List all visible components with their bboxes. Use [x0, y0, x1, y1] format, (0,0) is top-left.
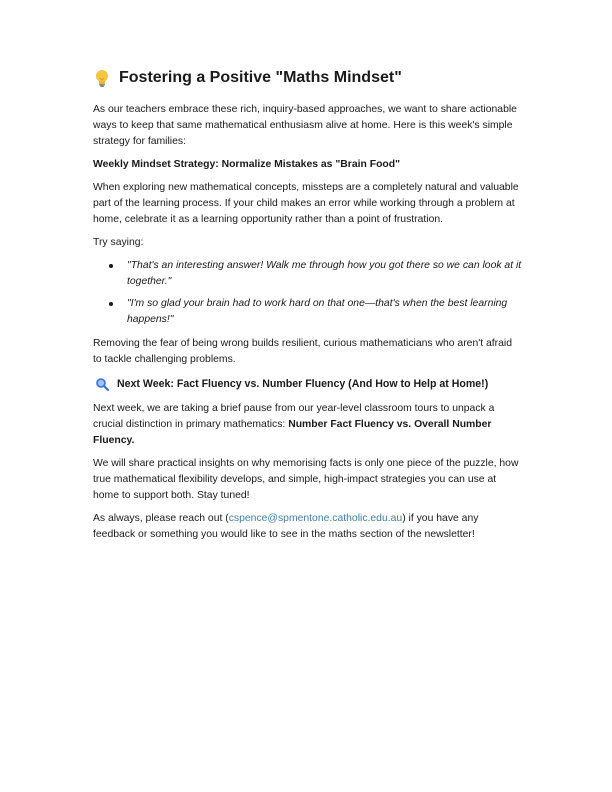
- contact-tail: ) if you have any feedback or something you would like to see in the maths section of the newsletter!: [93, 513, 479, 540]
- section-title: Fostering a Positive "Maths Mindset": [119, 69, 402, 86]
- quote-list: [93, 258, 523, 328]
- closing-strategy: Removing the fear of being wrong builds resilient, curious mathematicians who aren't afraid to tackle challenging problems.: [93, 338, 512, 365]
- magnifying-glass-icon: [93, 375, 111, 393]
- next-week-bold: Number Fact Fluency vs. Overall Number Fluency.: [93, 419, 492, 446]
- next-week-heading: [93, 375, 523, 393]
- try-saying-label: Try saying:: [93, 237, 144, 248]
- section-heading: [93, 66, 523, 90]
- next-week-title: Next Week: Fact Fluency vs. Number Fluency (And How to Help at Home!): [117, 378, 489, 390]
- lightbulb-icon: [93, 69, 111, 87]
- quote-item: "I'm so glad your brain had to work hard on that one—that's when the best learning happens!": [127, 296, 523, 328]
- intro-paragraph: As our teachers embrace these rich, inquiry-based approaches, we want to share actionable ways to keep that same mathematical enthusiasm alive at home. Here is this week's simple strategy for families:: [93, 104, 517, 147]
- contact-lead: As always, please reach out (: [93, 513, 229, 524]
- strategy-title: Weekly Mindset Strategy: Normalize Mistakes as "Brain Food": [93, 159, 401, 170]
- email-link[interactable]: cspence@spmentone.catholic.edu.au: [228, 513, 403, 524]
- next-week-lead: Next week, we are taking a brief pause from our year-level classroom tours to unpack a crucial distinction in primary mathematics:: [93, 403, 495, 430]
- quote-item: "That's an interesting answer! Walk me through how you got there so we can look at it together.": [127, 258, 523, 290]
- strategy-body: When exploring new mathematical concepts, missteps are a completely natural and valuable part of the learning process. If your child makes an error while working through a problem at home, celebrate it as a learning opportunity rather than a point of frustration.: [93, 182, 519, 225]
- next-week-paragraph: [93, 401, 523, 449]
- newsletter-page: [93, 66, 523, 550]
- next-week-details: We will share practical insights on why memorising facts is only one piece of the puzzle, how true mathematical flexibility develops, and simple, high-impact strategies you can use at home to support both. Stay tuned!: [93, 458, 519, 501]
- contact-paragraph: [93, 511, 523, 543]
